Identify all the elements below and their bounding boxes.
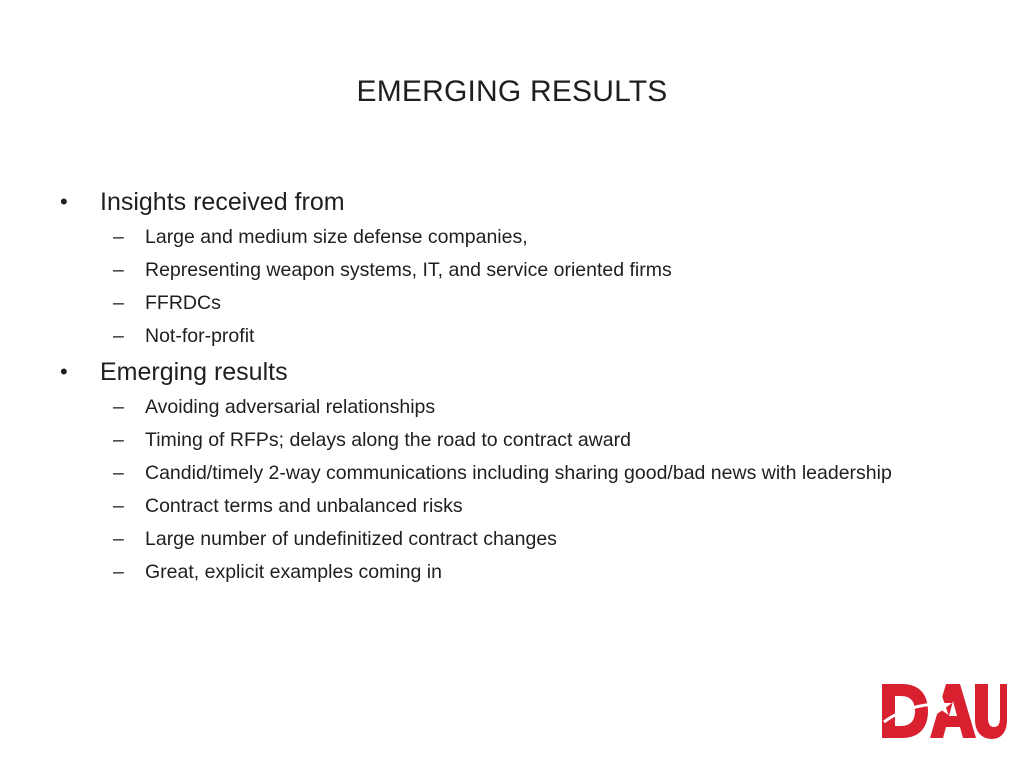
- sub-item-label: Large and medium size defense companies,: [145, 226, 528, 248]
- sub-item: [56, 556, 976, 589]
- dash-icon: –: [113, 292, 124, 314]
- dash-icon: –: [113, 259, 124, 281]
- sub-item-label: FFRDCs: [145, 292, 221, 314]
- sub-item: [56, 424, 976, 457]
- sub-item-label: Avoiding adversarial relationships: [145, 396, 436, 418]
- dash-icon: –: [113, 561, 124, 583]
- dash-icon: –: [113, 226, 124, 248]
- dash-icon: –: [113, 528, 124, 550]
- bullet-item: [56, 183, 976, 221]
- sub-item-label: Great, explicit examples coming in: [145, 561, 442, 583]
- sub-list: [56, 221, 976, 353]
- sub-item-label: Not-for-profit: [145, 325, 255, 347]
- dau-logo-icon: [880, 682, 1008, 740]
- sub-item: [56, 490, 976, 523]
- sub-item: [56, 254, 976, 287]
- dash-icon: –: [113, 495, 124, 517]
- bullet-label: Emerging results: [100, 358, 288, 386]
- sub-item-label: Representing weapon systems, IT, and service oriented firms: [145, 259, 672, 281]
- dash-icon: –: [113, 429, 124, 451]
- sub-item: [56, 287, 976, 320]
- dash-icon: –: [113, 325, 124, 347]
- sub-item: [56, 221, 976, 254]
- bullet-icon: •: [60, 189, 68, 214]
- sub-item: [56, 320, 976, 353]
- sub-item-label: Timing of RFPs; delays along the road to contract award: [145, 429, 631, 451]
- slide-content: [56, 183, 976, 589]
- dash-icon: –: [113, 396, 124, 418]
- sub-item-label: Contract terms and unbalanced risks: [145, 495, 463, 517]
- sub-item: [56, 391, 976, 424]
- sub-item: [56, 457, 976, 490]
- slide-title: EMERGING RESULTS: [356, 75, 668, 108]
- bullet-item: [56, 353, 976, 391]
- bullet-label: Insights received from: [100, 188, 345, 216]
- bullet-icon: •: [60, 359, 68, 384]
- sub-item: [56, 523, 976, 556]
- sub-list: [56, 391, 976, 589]
- sub-item-label: Large number of undefinitized contract changes: [145, 528, 557, 550]
- sub-item-label: Candid/timely 2-way communications including sharing good/bad news with leadership: [145, 462, 892, 484]
- dash-icon: –: [113, 462, 124, 484]
